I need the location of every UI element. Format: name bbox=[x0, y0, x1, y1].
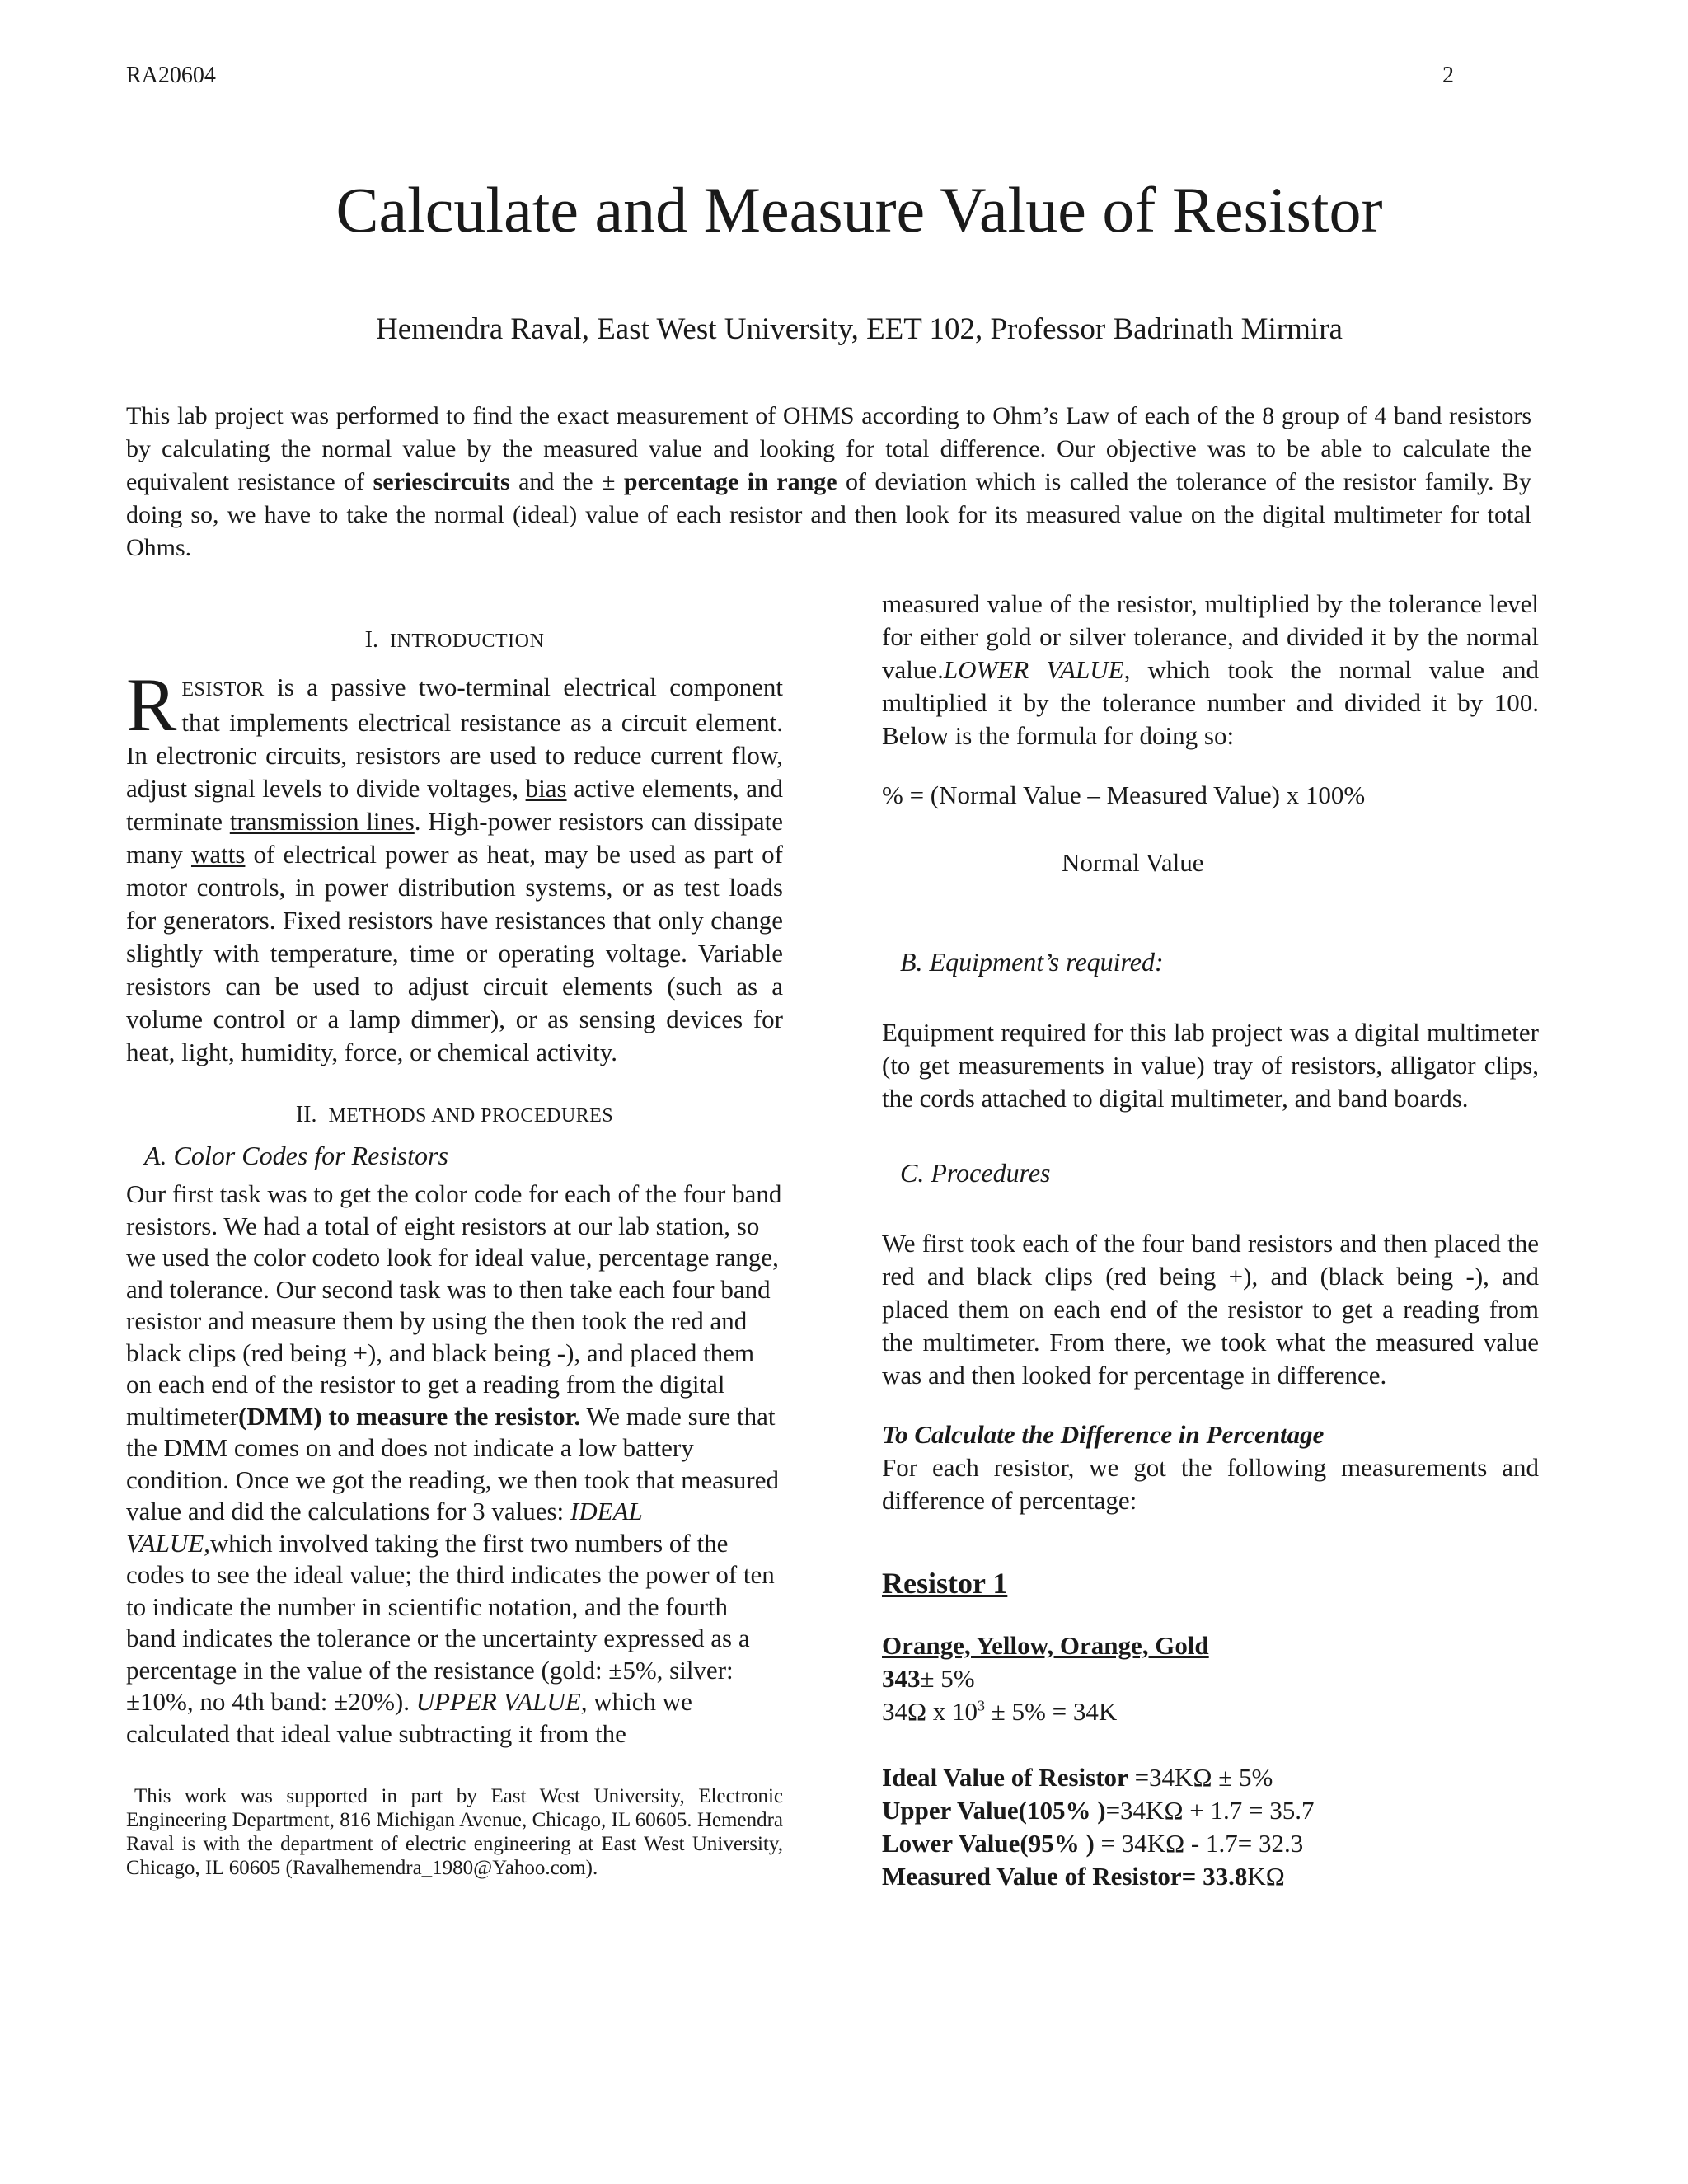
section-title: INTRODUCTION bbox=[390, 630, 545, 652]
right-paragraph bbox=[882, 588, 1539, 752]
section-number: I. bbox=[364, 627, 378, 653]
abstract-text: Our objective was to be able to calculate the equivalent resistance of bbox=[126, 435, 1531, 495]
left-column bbox=[126, 621, 783, 1880]
introduction-paragraph bbox=[126, 663, 784, 1069]
sci-base: 34Ω x 10 bbox=[882, 1697, 978, 1726]
ideal-label: Ideal Value of Resistor bbox=[882, 1763, 1128, 1792]
methods-text: which involved taking the first two numbers of the codes to see the ideal value; the third indicates the power of ten to indicate the number in scientific notation, and the fourth band indicates the tolerance or the uncertainty expressed as a percentage in the value of the resistance (gold: ±5%, silver: ±10%, no 4th band: ±20%). bbox=[126, 1528, 775, 1716]
abstract-bold: seriescircuits bbox=[373, 468, 510, 495]
link-watts[interactable]: watts bbox=[190, 840, 246, 869]
author-line: Hemendra Raval, East West University, EET 102, Professor Badrinath Mirmira bbox=[376, 312, 1343, 346]
abstract bbox=[126, 400, 1531, 565]
color-code-value bbox=[882, 1662, 1539, 1695]
section-number: II. bbox=[295, 1102, 317, 1127]
paper-title: Calculate and Measure Value of Resistor bbox=[335, 174, 1383, 246]
page-number: 2 bbox=[1442, 63, 1454, 88]
methods-italic: UPPER VALUE, bbox=[415, 1687, 588, 1716]
calc-heading: To Calculate the Difference in Percentage bbox=[882, 1420, 1325, 1449]
methods-bold: (DMM) to measure the resistor. bbox=[238, 1401, 581, 1431]
right-column bbox=[882, 588, 1539, 1893]
formula-denominator: Normal Value bbox=[1062, 848, 1204, 877]
equipment-paragraph: Equipment required for this lab project was a digital multimeter (to get measurements in value) tray of resistors, alligator clips, the cords attached to digital multimeter, and band boards. bbox=[882, 1018, 1539, 1113]
sci-result: ± 5% = 34K bbox=[985, 1697, 1118, 1726]
methods-text: Our first task was to get the color code for each of the four band resistors. We had a total of eight resistors at our lab station, so we used the color codeto look for ideal value, percentage range, and tolerance. Our second task was to then take each four band resistor and measure them by using the then took the red and black clips (red being +), and black being -), and placed them on each end of the resistor to get a reading from the digital multimeter bbox=[126, 1179, 782, 1431]
upper-value: =34KΩ + 1.7 = 35.7 bbox=[1105, 1796, 1315, 1825]
upper-value-line bbox=[882, 1794, 1539, 1827]
link-bias[interactable]: bias bbox=[525, 774, 567, 803]
subsection-procedures: C. Procedures bbox=[900, 1158, 1051, 1188]
measured-value-line bbox=[882, 1860, 1539, 1893]
intro-text: active elements, and terminate bbox=[126, 774, 783, 836]
abstract-text: of deviation which is called the tolerance of the resistor family. By doing so, we have to take the normal (ideal) value of each resistor and then look for its measured value on the digital multimeter for total Ohms. bbox=[126, 468, 1532, 561]
section-title: METHODS AND PROCEDURES bbox=[328, 1105, 614, 1127]
section-heading-introduction bbox=[126, 624, 783, 658]
color-bands: Orange, Yellow, Orange, Gold bbox=[882, 1631, 1209, 1660]
methods-text: which we calculated that ideal value subtracting it from the bbox=[126, 1687, 692, 1748]
section-heading-methods bbox=[126, 1099, 783, 1132]
code-tolerance: ± 5% bbox=[920, 1664, 975, 1693]
abstract-text: This lab project was performed to find the exact measurement of OHMS according to Ohm’s Law of each of the 8 group of 4 band resistors by calculating the normal value by the measured value and looking for total difference. bbox=[126, 402, 1531, 462]
right-italic: LOWER VALUE bbox=[943, 655, 1124, 684]
intro-text: is a passive two-terminal electrical component that implements electrical resistance as a circuit element. In electronic circuits, resistors are used to reduce current flow, adjust signal levels to divide voltages, bbox=[126, 673, 783, 803]
ideal-value-line bbox=[882, 1761, 1539, 1794]
upper-label: Upper Value(105% ) bbox=[882, 1796, 1106, 1825]
formula-numerator: % = (Normal Value – Measured Value) x 100% bbox=[882, 780, 1366, 809]
methods-paragraph bbox=[126, 1179, 783, 1750]
lower-value: = 34KΩ - 1.7= 32.3 bbox=[1094, 1829, 1304, 1858]
ideal-value: =34KΩ ± 5% bbox=[1128, 1763, 1273, 1792]
code-number: 343 bbox=[882, 1664, 921, 1693]
right-text: , which took the normal value and multiplied it by the tolerance number and divided it by 100. Below is the formula for doing so: bbox=[882, 655, 1539, 750]
abstract-bold: percentage in range bbox=[623, 468, 837, 495]
footnote: This work was supported in part by East West University, Electronic Engineering Department, 816 Michigan Avenue, Chicago, IL 60605. Hemendra Raval is with the department of electric engineering at East West University, Chicago, IL 60605 (Ravalhemendra_1980@Yahoo.com). bbox=[126, 1785, 783, 1879]
measured-unit: KΩ bbox=[1247, 1862, 1285, 1891]
right-text: measured value of the resistor, multiplied by the tolerance level for either gold or silver tolerance, and divided it by the normal value. bbox=[882, 589, 1539, 684]
methods-text: We made sure that the DMM comes on and does not indicate a low battery condition. Once we got the reading, we then took that measured value and did the calculations for 3 values: bbox=[126, 1401, 779, 1526]
lower-value-line bbox=[882, 1827, 1539, 1860]
running-header-id: RA20604 bbox=[126, 63, 216, 88]
subsection-color-codes: A. Color Codes for Resistors bbox=[144, 1141, 448, 1170]
resistor-title: Resistor 1 bbox=[882, 1567, 1008, 1600]
lead-word: ESISTOR bbox=[181, 679, 265, 701]
intro-text: of electrical power as heat, may be used as part of motor controls, in power distribution systems, or as test loads for generators. Fixed resistors have resistances that only change slightly with temperature, time or operating voltage. Variable resistors can be used to adjust circuit elements (such as a volume control or a lamp dimmer), or as sensing devices for heat, light, humidity, force, or chemical activity. bbox=[126, 840, 783, 1066]
lower-label: Lower Value(95% ) bbox=[882, 1829, 1095, 1858]
dropcap-letter: R bbox=[126, 663, 177, 747]
abstract-text: and the ± bbox=[509, 468, 624, 495]
measured-label: Measured Value of Resistor= 33.8 bbox=[882, 1862, 1248, 1891]
link-transmission-lines[interactable]: transmission lines bbox=[229, 807, 415, 836]
sci-exponent: 3 bbox=[978, 1697, 986, 1714]
methods-italic: IDEAL VALUE, bbox=[126, 1497, 643, 1558]
procedures-paragraph: We first took each of the four band resistors and then placed the red and black clips (red being +), and (black being -), and placed them on each end of the resistor to get a reading from the multimeter. From there, we took what the measured value was and then looked for percentage in difference. bbox=[882, 1229, 1539, 1390]
subsection-equipment: B. Equipment’s required: bbox=[900, 947, 1164, 977]
scientific-notation bbox=[882, 1695, 1539, 1728]
calc-paragraph: For each resistor, we got the following measurements and difference of percentage: bbox=[882, 1453, 1539, 1515]
intro-text: . High-power resistors can dissipate many bbox=[126, 807, 784, 869]
